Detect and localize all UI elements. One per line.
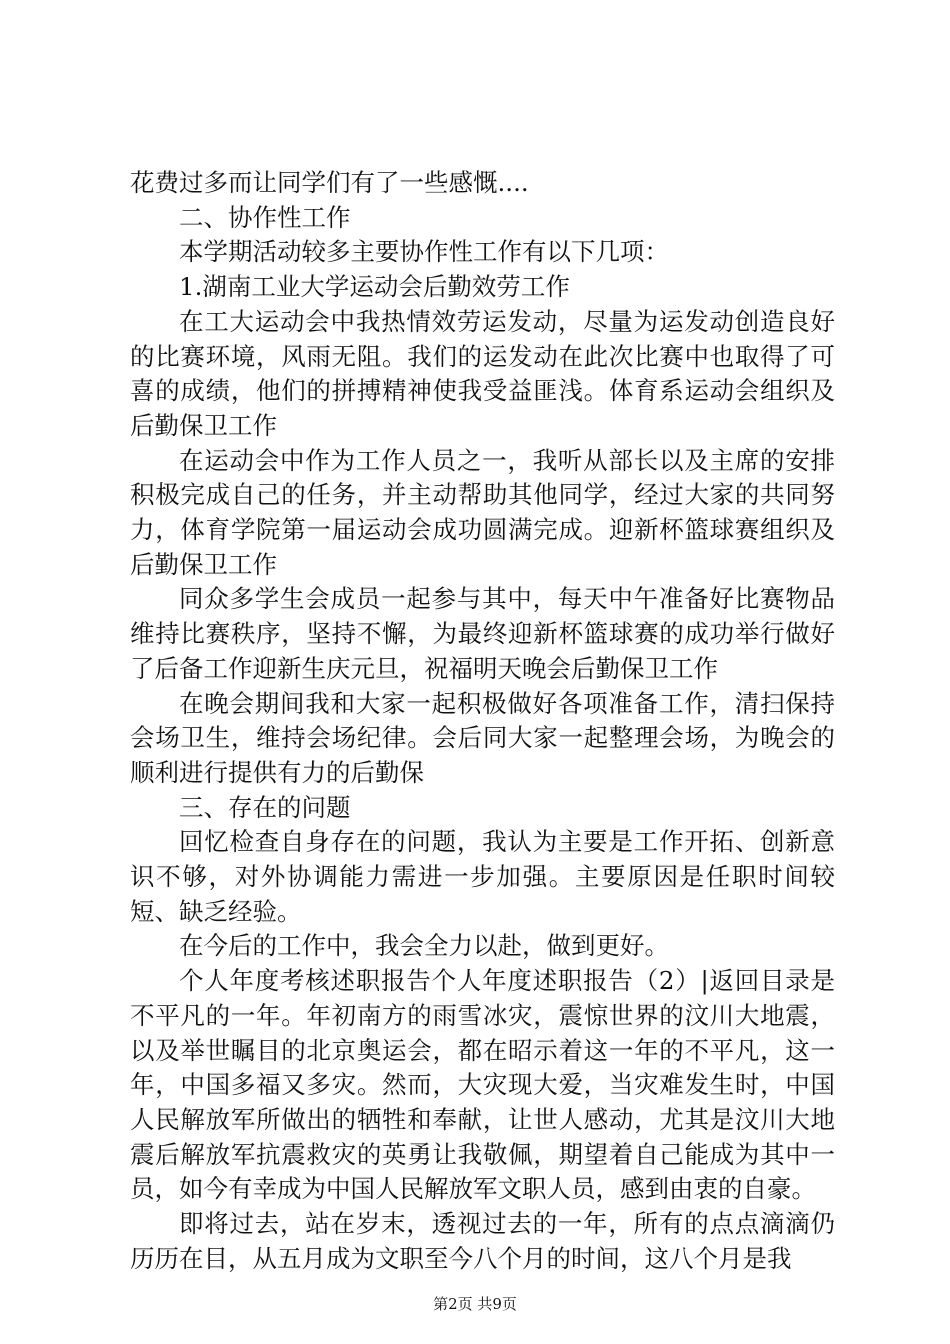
paragraph: 在运动会中作为工作人员之一，我听从部长以及主席的安排积极完成自己的任务，并主动帮助其他同学，经过大家的共同努力，体育学院第一届运动会成功圆满完成。迎新杯篮球赛组织及后勤保卫工作: [130, 445, 835, 579]
paragraph: 同众多学生会成员一起参与其中，每天中午准备好比赛物品维持比赛秩序，坚持不懈，为最终迎新杯篮球赛的成功举行做好了后备工作迎新生庆元旦，祝福明天晚会后勤保卫工作: [130, 584, 835, 683]
paragraph: 在工大运动会中我热情效劳运发动，尽量为运发动创造良好的比赛环境，风雨无阻。我们的运发动在此次比赛中也取得了可喜的成绩，他们的拼搏精神使我受益匪浅。体育系运动会组织及后勤保卫工作: [130, 306, 835, 440]
paragraph: 即将过去，站在岁末，透视过去的一年，所有的点点滴滴仍历历在目，从五月成为文职至今八个月的时间，这八个月是我: [130, 1209, 835, 1273]
section-heading: 三、存在的问题: [179, 792, 351, 822]
paragraph: 回忆检查自身存在的问题，我认为主要是工作开拓、创新意识不够，对外协调能力需进一步加强。主要原因是任职时间较短、缺乏经验。: [130, 827, 835, 926]
paragraph: 在晚会期间我和大家一起积极做好各项准备工作，清扫保持会场卫生，维持会场纪律。会后同大家一起整理会场，为晚会的顺利进行提供有力的后勤保: [130, 688, 835, 787]
page-footer: 第2页 共9页: [433, 1295, 517, 1313]
document-body: [130, 166, 835, 1277]
paragraph: 在今后的工作中，我会全力以赴，做到更好。: [179, 931, 669, 961]
paragraph: 花费过多而让同学们有了一些感慨....: [130, 168, 529, 197]
paragraph: 本学期活动较多主要协作性工作有以下几项：: [179, 237, 669, 267]
section-heading: 二、协作性工作: [179, 202, 351, 232]
list-item-heading: 1.湖南工业大学运动会后勤效劳工作: [179, 272, 570, 302]
paragraph: 个人年度考核述职报告个人年度述职报告（2）|返回目录是不平凡的一年。年初南方的雨雪冰灾，震惊世界的汶川大地震，以及举世瞩目的北京奥运会，都在昭示着这一年的不平凡，这一年，中国多福又多灾。然而，大灾现大爱，当灾难发生时，中国人民解放军所做出的牺牲和奉献，让世人感动，尤其是汶川大地震后解放军抗震救灾的英勇让我敬佩，期望着自己能成为其中一员，如今有幸成为中国人民解放军文职人员，感到由衷的自豪。: [130, 966, 835, 1204]
